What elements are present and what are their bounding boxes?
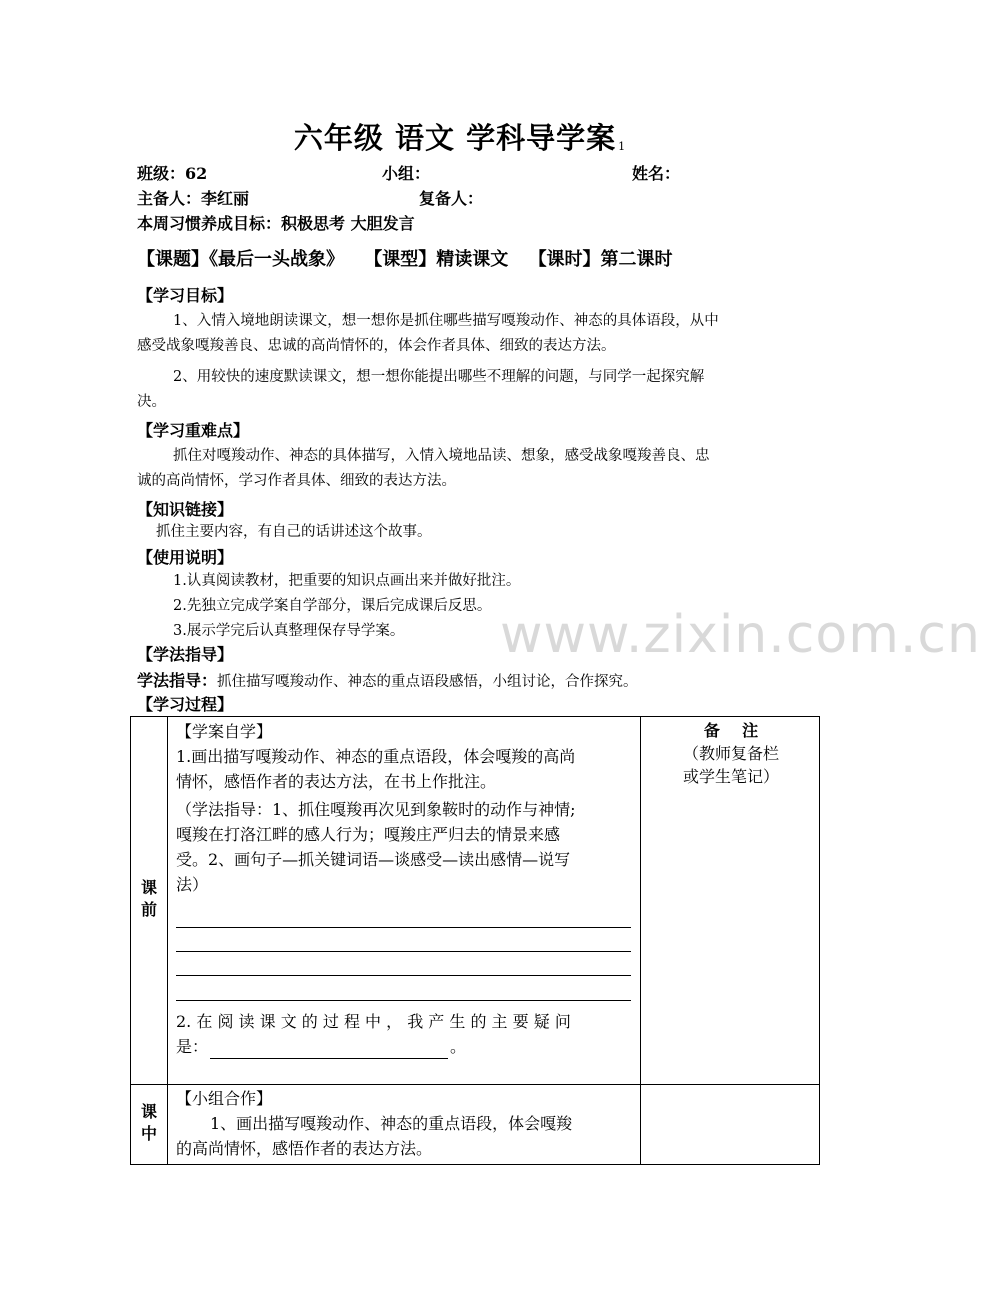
- goal-2-line-2: 决。: [137, 394, 166, 410]
- stage-pre-class: [131, 877, 167, 921]
- course-info: [137, 245, 687, 271]
- usage-item-2: 2.先独立完成学案自学部分，课后完成课后反思。: [173, 598, 492, 614]
- answer-line-4[interactable]: [176, 1000, 631, 1001]
- process-table: [130, 716, 820, 1165]
- answer-line-3[interactable]: [176, 975, 631, 976]
- course-topic: 【课题】《最后一头战象》: [137, 249, 344, 270]
- title-superscript: 1: [618, 140, 627, 153]
- notes-subheading-2: 或学生笔记）: [682, 767, 779, 786]
- watermark: www.zixin.com.cn: [500, 605, 981, 665]
- self-study-guide-line-4: 法）: [176, 875, 209, 894]
- key-points-line-2: 诚的高尚情怀，学习作者具体、细致的表达方法。: [137, 473, 456, 489]
- stage-in-class: [131, 1101, 167, 1145]
- self-study-q2-line-1: 2. 在 阅 读 课 文 的 过 程 中 ， 我 产 生 的 主 要 疑 问: [176, 1012, 571, 1031]
- info-row-preparer: [137, 186, 484, 209]
- self-study-q1-line-2: 情怀，感悟作者的表达方法，在书上作批注。: [176, 772, 497, 791]
- goals-heading: 【学习目标】: [137, 286, 234, 305]
- notes-subheading-1: （教师复备栏: [682, 744, 779, 763]
- reviewer-label: 复备人：: [419, 189, 484, 208]
- notes-column-header: [641, 719, 821, 788]
- notes-heading: 备 注: [703, 721, 759, 740]
- knowledge-link-text: 抓住主要内容，有自己的话讲述这个故事。: [156, 524, 432, 540]
- self-study-guide-line-3: 受。2、画句子—抓关键词语—谈感受—读出感情—说写: [176, 850, 571, 869]
- habit-goal: 本周习惯养成目标：积极思考 大胆发言: [137, 214, 415, 233]
- stage-in-class-text: 课中: [140, 1102, 157, 1143]
- usage-item-3: 3.展示学完后认真整理保存导学案。: [173, 623, 405, 639]
- course-period: 【课时】第二课时: [528, 249, 673, 270]
- goal-2-line-1: 2、用较快的速度默读课文，想一想你能提出哪些不理解的问题，与同学一起探究解: [173, 369, 705, 385]
- table-divider-row: [131, 1084, 819, 1085]
- process-heading: 【学习过程】: [137, 695, 234, 714]
- self-study-q1-line-1: 1.画出描写嘎羧动作、神态的重点语段，体会嘎羧的高尚: [176, 747, 576, 766]
- group-work-heading: 【小组合作】: [176, 1089, 273, 1108]
- self-study-guide-line-1: （学法指导：1、抓住嘎羧再次见到象鞍时的动作与神情;: [176, 800, 576, 819]
- self-study-guide-line-2: 嘎羧在打洛江畔的感人行为；嘎羧庄严归去的情景来感: [176, 825, 561, 844]
- preparer-label: 主备人：李红丽: [137, 189, 250, 208]
- info-row-class: [137, 161, 681, 184]
- usage-item-1: 1.认真阅读教材，把重要的知识点画出来并做好批注。: [173, 573, 521, 589]
- method-guide-text: 抓住描写嘎羧动作、神态的重点语段感悟，小组讨论，合作探究。: [217, 674, 638, 690]
- group-work-block: [176, 1086, 634, 1161]
- class-label: 班级：62: [137, 164, 208, 183]
- page-title: 六年级 语文 学科导学案 $^1$: [293, 121, 627, 155]
- self-study-block: [176, 719, 634, 897]
- key-points-heading: 【学习重难点】: [137, 421, 250, 440]
- key-points-text: [137, 444, 785, 494]
- group-work-q1-line-2: 的高尚情怀，感悟作者的表达方法。: [176, 1139, 433, 1158]
- goal-1: [137, 309, 785, 359]
- self-study-heading: 【学案自学】: [176, 722, 273, 741]
- method-guide: [137, 668, 638, 691]
- stage-pre-class-text: 课前: [140, 878, 157, 919]
- answer-line-1[interactable]: [176, 927, 631, 928]
- usage-heading: 【使用说明】: [137, 548, 234, 567]
- table-divider-stage: [167, 717, 168, 1164]
- course-type: 【课型】精读课文: [364, 249, 509, 270]
- question-answer-blank[interactable]: [210, 1040, 448, 1059]
- answer-line-2[interactable]: [176, 951, 631, 952]
- group-label: 小组：: [382, 164, 431, 183]
- goal-1-line-1: 1、入情入境地朗读课文，想一想你是抓住哪些描写嘎羧动作、神态的具体语段，从中: [173, 313, 719, 329]
- name-label: 姓名：: [632, 164, 681, 183]
- self-study-q2-suffix: 。: [450, 1037, 467, 1056]
- self-study-q2-prefix: 是：: [176, 1037, 209, 1056]
- self-study-q2: [176, 1009, 634, 1059]
- goal-2: [137, 365, 785, 415]
- self-study-q2-line-2: [176, 1034, 634, 1059]
- method-heading: 【学法指导】: [137, 645, 234, 664]
- goal-1-line-2: 感受战象嘎羧善良、忠诚的高尚情怀的，体会作者具体、细致的表达方法。: [137, 338, 616, 354]
- knowledge-link-heading: 【知识链接】: [137, 500, 234, 519]
- method-guide-label: 学法指导：: [137, 671, 218, 690]
- key-points-line-1: 抓住对嘎羧动作、神态的具体描写，入情入境地品读、想象，感受战象嘎羧善良、忠: [173, 448, 710, 464]
- group-work-q1-line-1: 1、画出描写嘎羧动作、神态的重点语段，体会嘎羧: [210, 1114, 573, 1133]
